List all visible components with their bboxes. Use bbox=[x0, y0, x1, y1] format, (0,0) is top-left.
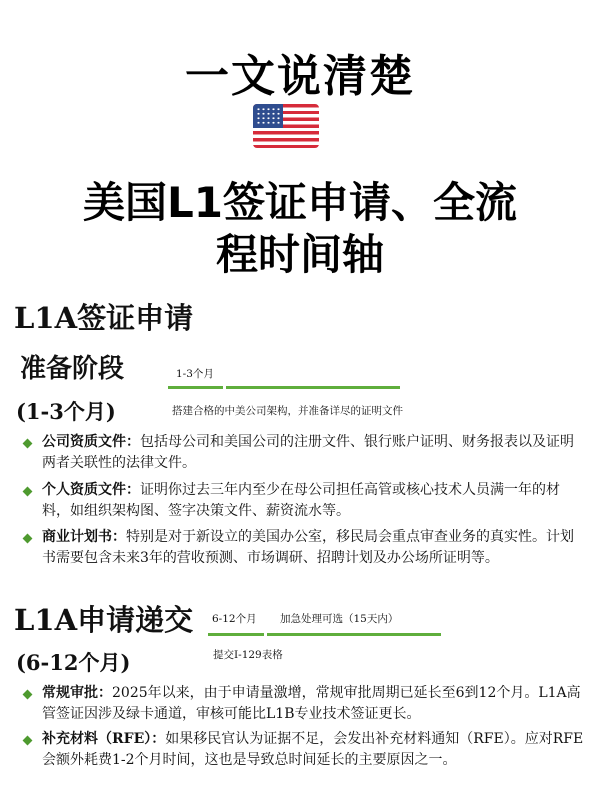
prep-summary: 搭建合格的中美公司架构，并准备详尽的证明文件 bbox=[172, 405, 403, 417]
section-heading: L1A签证申请 bbox=[14, 301, 194, 335]
title-line-1: 一文说清楚 bbox=[185, 51, 415, 102]
submit-duration-tag: 6-12个月 bbox=[212, 613, 257, 625]
submit-timeline-bar-1 bbox=[208, 633, 264, 636]
prep-range: (1-3个月) bbox=[16, 399, 116, 424]
submit-timeline-bar-2 bbox=[267, 633, 441, 636]
expedite-tag: 加急处理可选（15天内） bbox=[280, 613, 399, 625]
prep-timeline-bar-2 bbox=[226, 386, 400, 389]
submit-stage-title: L1A申请递交 bbox=[14, 603, 194, 637]
list-item: 补充材料（RFE）：如果移民官认为证据不足，会发出补充材料通知（RFE）。应对RFE会额外耗费1-2个月时间，这也是导致总时间延长的主要原因之一。 bbox=[42, 731, 584, 768]
list-item: 个人资质文件：证明你过去三年内至少在母公司担任高管或核心技术人员满一年的材料，如组织架构图、签字决策文件、薪资流水等。 bbox=[42, 482, 560, 519]
bullet-diamond-icon bbox=[23, 690, 33, 700]
prep-duration-tag: 1-3个月 bbox=[176, 368, 214, 380]
list-item: 常规审批：2025年以来，由于申请量激增，常规审批周期已延长至6到12个月。L1A高管签证因涉及绿卡通道，审核可能比L1B专业技术签证更长。 bbox=[42, 685, 581, 722]
bullet-diamond-icon bbox=[23, 534, 33, 544]
prep-stage-title: 准备阶段 bbox=[20, 354, 125, 384]
us-flag-icon bbox=[253, 104, 319, 148]
prep-timeline-bar-1 bbox=[168, 386, 223, 389]
bullet-diamond-icon bbox=[23, 439, 33, 449]
list-item: 公司资质文件：包括母公司和美国公司的注册文件、银行账户证明、财务报表以及证明两者关联性的法律文件。 bbox=[42, 434, 574, 471]
submit-summary: 提交I-129表格 bbox=[213, 649, 283, 661]
bullet-diamond-icon bbox=[23, 487, 33, 497]
bullet-diamond-icon bbox=[23, 736, 33, 746]
title-line-2: 美国L1签证申请、全流 bbox=[83, 178, 517, 227]
list-item: 商业计划书：特别是对于新设立的美国办公室，移民局会重点审查业务的真实性。计划书需要包含未来3年的营收预测、市场调研、招聘计划及办公场所证明等。 bbox=[42, 529, 574, 566]
title-line-3: 程时间轴 bbox=[215, 230, 384, 279]
submit-range: (6-12个月) bbox=[16, 650, 131, 675]
